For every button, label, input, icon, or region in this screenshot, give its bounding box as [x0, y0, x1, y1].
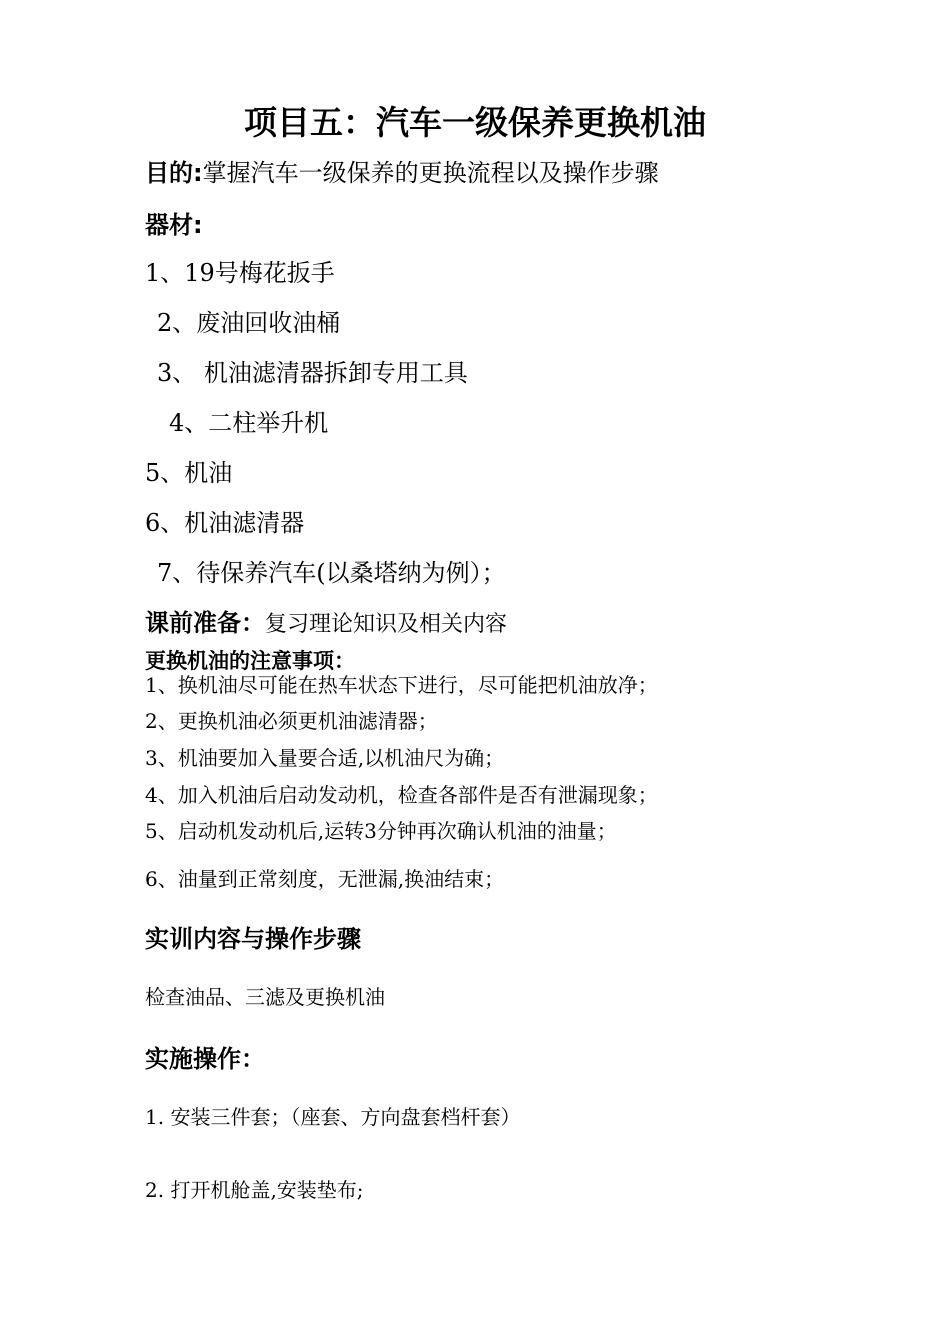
training-text: 检查油品、三滤及更换机油 — [145, 985, 385, 1009]
precaution-item: 6、油量到正常刻度，无泄漏,换油结束； — [145, 867, 505, 891]
precaution-item: 1、换机油尽可能在热车状态下进行，尽可能把机油放净； — [145, 673, 658, 697]
preparation-text: 复习理论知识及相关内容 — [265, 612, 508, 637]
implementation-heading: 实施操作： — [145, 1045, 265, 1073]
implementation-step: 1. 安装三件套；（座套、方向盘套档杆套） — [145, 1105, 521, 1129]
equipment-item: 6、机油滤清器 — [145, 509, 305, 537]
equipment-item: 3、 机油滤清器拆卸专用工具 — [157, 359, 468, 387]
purpose-text: 掌握汽车一级保养的更换流程以及操作步骤 — [202, 159, 659, 187]
precaution-item: 5、启动机发动机后,运转3分钟再次确认机油的油量； — [145, 819, 617, 843]
page-title: 项目五：汽车一级保养更换机油 — [244, 103, 706, 142]
equipment-item: 7、待保养汽车(以桑塔纳为例）； — [157, 559, 506, 587]
equipment-item: 4、二柱举升机 — [169, 409, 329, 437]
equipment-label: 器材: — [145, 211, 203, 239]
equipment-item: 2、废油回收油桶 — [157, 309, 341, 337]
equipment-item: 1、19号梅花扳手 — [145, 259, 335, 287]
precautions-label: 更换机油的注意事项： — [145, 649, 355, 673]
precaution-item: 3、机油要加入量要合适,以机油尺为确； — [145, 746, 505, 770]
purpose-label: 目的: — [145, 159, 203, 187]
precaution-item: 2、更换机油必须更机油滤清器； — [145, 709, 438, 733]
preparation-line — [145, 611, 507, 636]
precaution-item: 4、加入机油后启动发动机，检查各部件是否有泄漏现象； — [145, 783, 658, 807]
preparation-label: 课前准备： — [145, 609, 265, 637]
purpose-line — [145, 161, 659, 185]
training-heading: 实训内容与操作步骤 — [145, 925, 361, 953]
equipment-item: 5、机油 — [145, 459, 233, 487]
implementation-step: 2. 打开机舱盖,安装垫布; — [145, 1178, 364, 1202]
